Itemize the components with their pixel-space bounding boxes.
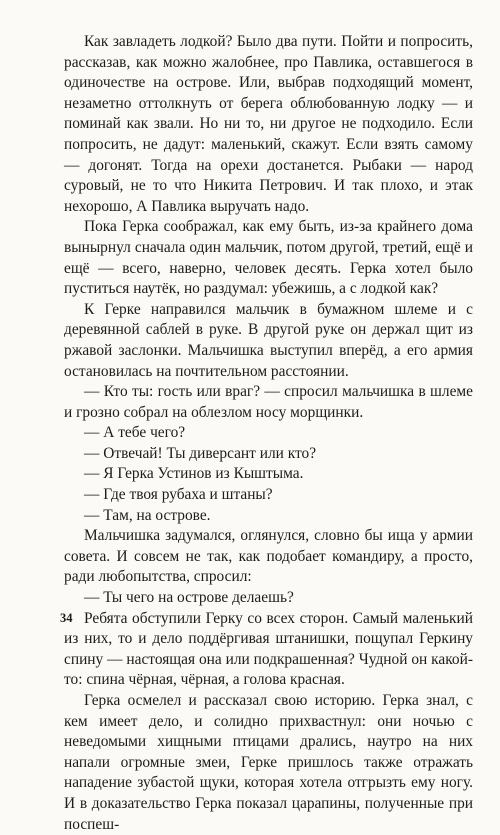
paragraph-kids-surround: Ребята обступили Герку со всех сторон. Самый маленький из них, то и дело поддёргивая штанишки, пощупал Геркину спину — настоящая она или подкрашенная? Чудной он какой-то: спина чёрная, чёрная, а голова красная.	[64, 609, 473, 689]
dialog-gerka-ustinov: — Я Герка Устинов из Кыштыма.	[84, 465, 304, 483]
dialog-shirt-and-pants: — Где твоя рубаха и штаны?	[84, 486, 273, 504]
paragraph-boys-appear: Пока Герка соображал, как ему быть, из-за крайнего дома вынырнул сначала один мальчик, потом другой, третий, ещё и ещё — всего, наверно, человек десять. Герка хотел было пуститься наутёк, но раздумал: убежишь, а с лодкой как?	[64, 218, 473, 298]
page-text	[64, 32, 473, 835]
paragraph-gerka-story: Герка осмелел и рассказал свою историю. Герка знал, с кем имеет дело, и солидно прихвастнул: они ночью с неведомыми хищными птицами дрались, наутро на них напали огромные змеи, Герке пришлось также отражать нападение зубастой щуки, которая хотела отгрызть ему ногу. И в доказательство Герка показал царапины, полученные при поспеш-	[64, 692, 473, 833]
dialog-answer-saboteur: — Отвечай! Ты диверсант или кто?	[84, 444, 317, 462]
paragraph-how-to-get-boat: Как завладеть лодкой? Было два пути. Пойти и попросить, рассказав, как можно жалобнее, про Павлика, оставшегося в одиночестве на острове. Или, выбрав подходящий момент, незаметно оттолкнуть от берега облюбованную лодку — и поминай как звали. Но ни то, ни другое не подходило. Если попросить, не дадут: маленький, скажут. Если взять самому — догонят. Тогда на орехи достанется. Рыбаки — народ суровый, не то что Никита Петрович. И так плохо, и этак нехорошо, А Павлика выручать надо.	[64, 33, 473, 215]
dialog-what-on-island: — Ты чего на острове делаешь?	[84, 589, 294, 607]
paragraph-boy-thinks: Мальчишка задумался, оглянулся, словно бы ища у армии совета. И совсем не так, как подобает командиру, а просто, ради любопытства, спросил:	[64, 527, 473, 586]
paragraph-boy-in-helmet: К Герке направился мальчик в бумажном шлеме и с деревянной саблей в руке. В другой руке он держал щит из ржавой заслонки. Мальчишка выступил вперёд, а его армия остановилась на почтительном расстоянии.	[64, 300, 473, 380]
page-number: 34	[60, 611, 73, 625]
dialog-on-island: — Там, на острове.	[84, 506, 211, 524]
dialog-guest-or-enemy: — Кто ты: гость или враг? — спросил мальчишка в шлеме и грозно собрал на облезлом носу морщинки.	[64, 383, 473, 421]
dialog-what-do-you-want: — А тебе чего?	[84, 424, 186, 442]
